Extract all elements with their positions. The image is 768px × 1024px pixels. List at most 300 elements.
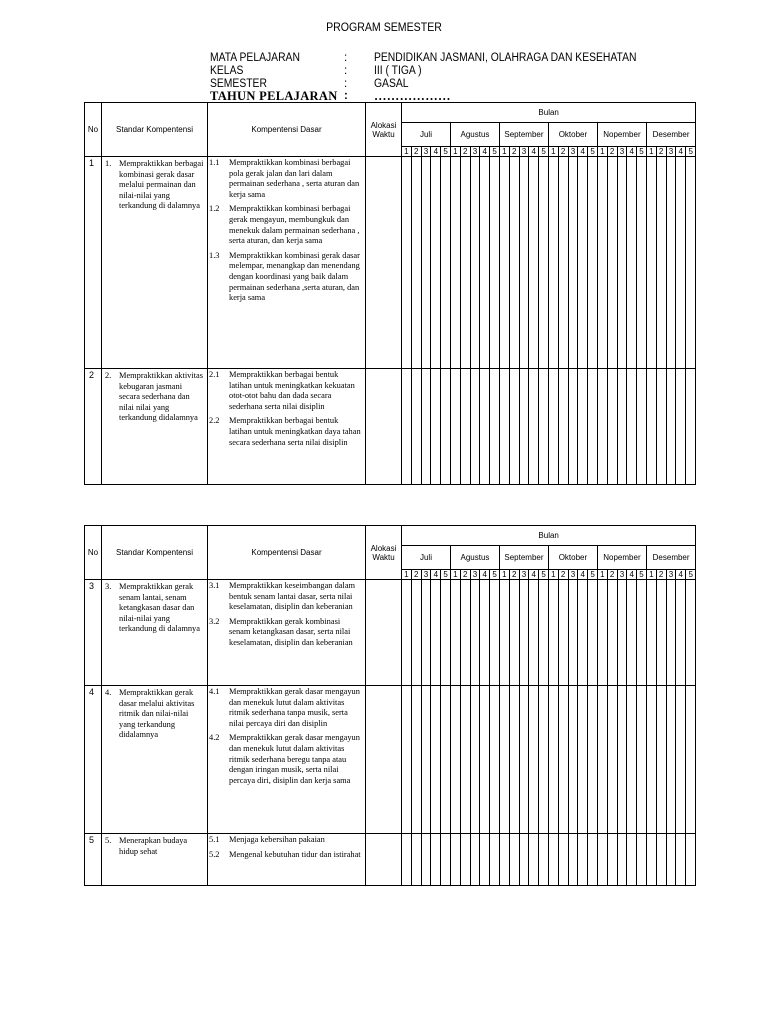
week-cell bbox=[646, 580, 656, 686]
header-month: September bbox=[499, 546, 548, 570]
week-cell bbox=[656, 369, 666, 485]
header-week: 3 bbox=[519, 570, 529, 580]
week-cell bbox=[421, 580, 431, 686]
week-cell bbox=[627, 157, 637, 369]
header-month: September bbox=[499, 123, 548, 147]
week-cell bbox=[411, 369, 421, 485]
week-cell bbox=[578, 157, 588, 369]
header-month: Nopember bbox=[597, 546, 646, 570]
week-cell bbox=[499, 686, 509, 834]
kd-text: Mempraktikkan berbagai bentuk latihan untuk meningkatkan kekuatan otot-otot bahu dan dada secara sederhana serta nilai disiplin bbox=[229, 370, 355, 411]
week-cell bbox=[617, 369, 627, 485]
week-cell bbox=[548, 157, 558, 369]
week-cell bbox=[686, 369, 696, 485]
info-label: KELAS bbox=[210, 65, 244, 77]
week-cell bbox=[450, 834, 460, 886]
header-week: 1 bbox=[402, 147, 412, 157]
week-cell bbox=[509, 580, 519, 686]
header-week: 5 bbox=[441, 570, 451, 580]
week-cell bbox=[617, 686, 627, 834]
week-cell bbox=[421, 369, 431, 485]
week-cell bbox=[519, 580, 529, 686]
week-cell bbox=[676, 834, 686, 886]
week-cell bbox=[480, 580, 490, 686]
week-cell bbox=[548, 369, 558, 485]
week-cell bbox=[450, 580, 460, 686]
week-cell bbox=[607, 686, 617, 834]
header-week: 1 bbox=[646, 147, 656, 157]
header-week: 5 bbox=[490, 147, 500, 157]
week-cell bbox=[597, 686, 607, 834]
kd-number: 1.3 bbox=[209, 250, 220, 260]
kd-item bbox=[209, 835, 363, 846]
header-month: Agustus bbox=[450, 546, 499, 570]
header-week: 3 bbox=[519, 147, 529, 157]
week-cell bbox=[578, 369, 588, 485]
week-cell bbox=[637, 834, 647, 886]
info-colon: : bbox=[344, 52, 348, 64]
header-no: No bbox=[85, 526, 102, 580]
week-cell bbox=[411, 686, 421, 834]
week-cell bbox=[431, 157, 441, 369]
sk-text: Mempraktikkan gerak dasar melalui aktivitas ritmik dan nilai-nilai yang terkandung didalamnya bbox=[119, 688, 195, 740]
week-cell bbox=[666, 686, 676, 834]
standar-kompetensi-cell bbox=[102, 686, 208, 834]
week-cell bbox=[627, 686, 637, 834]
header-week: 5 bbox=[539, 147, 549, 157]
program-table-1 bbox=[84, 102, 696, 485]
week-cell bbox=[597, 834, 607, 886]
alokasi-cell bbox=[366, 686, 402, 834]
kd-item bbox=[209, 687, 363, 729]
kd-number: 5.2 bbox=[209, 849, 220, 859]
week-cell bbox=[646, 157, 656, 369]
header-week: 4 bbox=[431, 147, 441, 157]
week-cell bbox=[509, 686, 519, 834]
week-cell bbox=[617, 580, 627, 686]
week-cell bbox=[568, 580, 578, 686]
week-cell bbox=[519, 834, 529, 886]
header-week: 1 bbox=[597, 570, 607, 580]
week-cell bbox=[460, 157, 470, 369]
week-cell bbox=[519, 686, 529, 834]
week-cell bbox=[539, 686, 549, 834]
week-cell bbox=[568, 834, 578, 886]
standar-kompetensi-cell bbox=[102, 580, 208, 686]
sk-number: 1. bbox=[105, 159, 112, 168]
header-week: 1 bbox=[499, 147, 509, 157]
week-cell bbox=[597, 157, 607, 369]
standar-kompetensi-cell bbox=[102, 834, 208, 886]
week-cell bbox=[578, 686, 588, 834]
week-cell bbox=[490, 834, 500, 886]
info-colon: : bbox=[344, 78, 348, 90]
week-cell bbox=[499, 834, 509, 886]
header-week: 4 bbox=[578, 147, 588, 157]
week-cell bbox=[548, 834, 558, 886]
week-cell bbox=[686, 686, 696, 834]
week-cell bbox=[686, 834, 696, 886]
week-cell bbox=[470, 580, 480, 686]
week-cell bbox=[627, 369, 637, 485]
week-cell bbox=[676, 580, 686, 686]
week-cell bbox=[529, 580, 539, 686]
kd-item bbox=[209, 416, 363, 448]
kd-number: 5.1 bbox=[209, 835, 220, 844]
alokasi-cell bbox=[366, 157, 402, 369]
header-standar-kompetensi: Standar Kompentensi bbox=[102, 526, 208, 580]
week-cell bbox=[686, 157, 696, 369]
header-week: 2 bbox=[607, 570, 617, 580]
week-cell bbox=[441, 686, 451, 834]
row-number: 5 bbox=[85, 834, 102, 886]
week-cell bbox=[568, 686, 578, 834]
week-cell bbox=[646, 369, 656, 485]
kd-number: 1.1 bbox=[209, 158, 220, 167]
header-bulan: Bulan bbox=[402, 103, 696, 123]
week-cell bbox=[676, 369, 686, 485]
header-month: Juli bbox=[402, 546, 451, 570]
week-cell bbox=[431, 580, 441, 686]
week-cell bbox=[480, 686, 490, 834]
week-cell bbox=[656, 157, 666, 369]
header-week: 4 bbox=[480, 147, 490, 157]
week-cell bbox=[539, 834, 549, 886]
week-cell bbox=[646, 834, 656, 886]
kd-item bbox=[209, 158, 363, 200]
header-week: 4 bbox=[529, 570, 539, 580]
header-week: 1 bbox=[646, 570, 656, 580]
week-cell bbox=[490, 157, 500, 369]
kd-number: 3.1 bbox=[209, 581, 220, 590]
kompetensi-dasar-cell bbox=[208, 580, 366, 686]
week-cell bbox=[402, 834, 412, 886]
kompetensi-dasar-cell bbox=[208, 686, 366, 834]
header-week: 5 bbox=[588, 147, 598, 157]
week-cell bbox=[431, 369, 441, 485]
sk-text: Menerapkan budaya hidup sehat bbox=[119, 836, 188, 856]
week-cell bbox=[441, 157, 451, 369]
kd-text: Mengenal kebutuhan tidur dan istirahat bbox=[229, 849, 361, 859]
week-cell bbox=[656, 580, 666, 686]
header-week: 3 bbox=[470, 570, 480, 580]
week-cell bbox=[441, 369, 451, 485]
week-cell bbox=[519, 157, 529, 369]
table-row bbox=[85, 157, 696, 369]
header-week: 1 bbox=[402, 570, 412, 580]
week-cell bbox=[460, 580, 470, 686]
header-month: Nopember bbox=[597, 123, 646, 147]
week-cell bbox=[539, 580, 549, 686]
row-number: 1 bbox=[85, 157, 102, 369]
header-week: 1 bbox=[499, 570, 509, 580]
week-cell bbox=[588, 686, 598, 834]
page-title: PROGRAM SEMESTER bbox=[326, 22, 442, 34]
week-cell bbox=[470, 369, 480, 485]
week-cell bbox=[558, 580, 568, 686]
week-cell bbox=[470, 834, 480, 886]
kd-text: Mempraktikkan kombinasi berbagai pola gerak jalan dan lari dalam permainan sederhana , serta aturan dan kerja sama bbox=[229, 158, 360, 199]
header-week: 3 bbox=[470, 147, 480, 157]
header-week: 4 bbox=[529, 147, 539, 157]
week-cell bbox=[529, 686, 539, 834]
week-cell bbox=[656, 834, 666, 886]
kd-item bbox=[209, 733, 363, 786]
header-month: Juli bbox=[402, 123, 451, 147]
week-cell bbox=[607, 834, 617, 886]
header-week: 4 bbox=[627, 147, 637, 157]
week-cell bbox=[578, 834, 588, 886]
table-row bbox=[85, 369, 696, 485]
week-cell bbox=[646, 686, 656, 834]
week-cell bbox=[402, 686, 412, 834]
header-month: Oktober bbox=[548, 546, 597, 570]
header-week: 3 bbox=[568, 570, 578, 580]
alokasi-cell bbox=[366, 369, 402, 485]
header-week: 1 bbox=[548, 147, 558, 157]
header-month: Desember bbox=[646, 546, 695, 570]
week-cell bbox=[578, 580, 588, 686]
header-week: 5 bbox=[441, 147, 451, 157]
header-week: 1 bbox=[548, 570, 558, 580]
header-week: 5 bbox=[686, 570, 696, 580]
week-cell bbox=[637, 157, 647, 369]
week-cell bbox=[607, 157, 617, 369]
week-cell bbox=[676, 157, 686, 369]
week-cell bbox=[421, 686, 431, 834]
kompetensi-dasar-cell bbox=[208, 157, 366, 369]
week-cell bbox=[421, 834, 431, 886]
header-week: 2 bbox=[656, 570, 666, 580]
kd-number: 3.2 bbox=[209, 616, 220, 626]
week-cell bbox=[627, 580, 637, 686]
kd-text: Mempraktikkan keseimbangan dalam bentuk senam lantai dasar, serta nilai keselamatan, disiplin dan keberanian bbox=[229, 581, 356, 612]
info-colon: : bbox=[344, 90, 348, 102]
kd-text: Menjaga kebersihan pakaian bbox=[229, 835, 325, 844]
week-cell bbox=[627, 834, 637, 886]
week-cell bbox=[588, 369, 598, 485]
week-cell bbox=[588, 157, 598, 369]
week-cell bbox=[509, 369, 519, 485]
week-cell bbox=[499, 157, 509, 369]
header-week: 3 bbox=[421, 570, 431, 580]
sk-number: 2. bbox=[105, 371, 112, 380]
header-week: 2 bbox=[558, 570, 568, 580]
kd-item bbox=[209, 581, 363, 613]
kd-number: 2.2 bbox=[209, 416, 220, 426]
week-cell bbox=[402, 369, 412, 485]
week-cell bbox=[529, 157, 539, 369]
standar-kompetensi-cell bbox=[102, 369, 208, 485]
week-cell bbox=[558, 834, 568, 886]
week-cell bbox=[637, 686, 647, 834]
header-standar-kompetensi: Standar Kompentensi bbox=[102, 103, 208, 157]
kd-item bbox=[209, 204, 363, 246]
week-cell bbox=[568, 157, 578, 369]
sk-text: Mempraktikkan gerak senam lantai, senam ketangkasan dasar dan nilai-nilai yang terkandung di dalamnya bbox=[119, 582, 200, 634]
week-cell bbox=[470, 157, 480, 369]
info-value: ……………… bbox=[374, 89, 451, 103]
week-cell bbox=[480, 369, 490, 485]
header-week: 2 bbox=[558, 147, 568, 157]
header-week: 4 bbox=[676, 147, 686, 157]
table-row bbox=[85, 686, 696, 834]
row-number: 3 bbox=[85, 580, 102, 686]
week-cell bbox=[441, 580, 451, 686]
header-alokasi-waktu: Alokasi Waktu bbox=[366, 103, 402, 157]
info-label: MATA PELAJARAN bbox=[210, 52, 300, 64]
alokasi-cell bbox=[366, 580, 402, 686]
week-cell bbox=[402, 580, 412, 686]
row-number: 4 bbox=[85, 686, 102, 834]
header-week: 1 bbox=[450, 147, 460, 157]
week-cell bbox=[558, 157, 568, 369]
header-week: 2 bbox=[460, 147, 470, 157]
header-week: 5 bbox=[588, 570, 598, 580]
kd-item bbox=[209, 617, 363, 649]
week-cell bbox=[666, 580, 676, 686]
header-week: 5 bbox=[539, 570, 549, 580]
header-kompetensi-dasar: Kompentensi Dasar bbox=[208, 103, 366, 157]
info-label: TAHUN PELAJARAN bbox=[210, 89, 338, 103]
week-cell bbox=[490, 369, 500, 485]
week-cell bbox=[686, 580, 696, 686]
week-cell bbox=[480, 157, 490, 369]
week-cell bbox=[617, 157, 627, 369]
header-bulan: Bulan bbox=[402, 526, 696, 546]
week-cell bbox=[568, 369, 578, 485]
week-cell bbox=[607, 369, 617, 485]
table-row bbox=[85, 834, 696, 886]
week-cell bbox=[411, 580, 421, 686]
header-week: 3 bbox=[617, 147, 627, 157]
week-cell bbox=[460, 686, 470, 834]
kd-text: Mempraktikkan gerak dasar mengayun dan menekuk lutut dalam aktivitas ritmik sederhana tanpa musik, serta nilai percaya diri dan disiplin bbox=[229, 687, 360, 728]
header-week: 1 bbox=[597, 147, 607, 157]
week-cell bbox=[402, 157, 412, 369]
week-cell bbox=[441, 834, 451, 886]
week-cell bbox=[558, 686, 568, 834]
kd-item bbox=[209, 370, 363, 412]
header-week: 4 bbox=[480, 570, 490, 580]
week-cell bbox=[431, 834, 441, 886]
kd-text: Mempraktikkan kombinasi berbagai gerak mengayun, membungkuk dan menekuk dalam permainan sederhana , serta aturan, dan kerja sama bbox=[229, 204, 360, 246]
info-value: III ( TIGA ) bbox=[374, 65, 422, 77]
week-cell bbox=[666, 834, 676, 886]
kd-text: Mempraktikkan gerak kombinasi senam ketangkasan dasar, serta nilai keselamatan, disiplin dan keberanian bbox=[229, 616, 353, 647]
kd-text: Mempraktikkan gerak dasar mengayun dan menekuk lutut dalam aktivitas ritmik sederhana beregu tanpa atau dengan iringan musik, serta nilai percaya diri, disiplin dan kerja sama bbox=[229, 733, 360, 785]
info-value: GASAL bbox=[374, 78, 409, 90]
kd-item bbox=[209, 251, 363, 304]
header-week: 3 bbox=[568, 147, 578, 157]
week-cell bbox=[470, 686, 480, 834]
sk-text: Mempraktikkan berbagai kombinasi gerak dasar melalui permainan dan nilai-nilai yang terkandung di dalamnya bbox=[119, 159, 204, 211]
header-week: 5 bbox=[637, 570, 647, 580]
sk-text: Mempraktikkan aktivitas kebugaran jasmani secara sederhana dan nilai nilai yang terkandung didalamnya bbox=[119, 371, 203, 423]
header-week: 3 bbox=[666, 147, 676, 157]
week-cell bbox=[617, 834, 627, 886]
week-cell bbox=[460, 369, 470, 485]
week-cell bbox=[480, 834, 490, 886]
week-cell bbox=[588, 580, 598, 686]
week-cell bbox=[597, 580, 607, 686]
week-cell bbox=[676, 686, 686, 834]
header-month: Desember bbox=[646, 123, 695, 147]
header-week: 2 bbox=[411, 147, 421, 157]
kd-number: 4.1 bbox=[209, 687, 220, 696]
header-week: 5 bbox=[490, 570, 500, 580]
week-cell bbox=[666, 157, 676, 369]
header-week: 2 bbox=[509, 147, 519, 157]
sk-number: 3. bbox=[105, 582, 112, 591]
week-cell bbox=[558, 369, 568, 485]
header-week: 4 bbox=[578, 570, 588, 580]
info-label: SEMESTER bbox=[210, 78, 267, 90]
info-value: PENDIDIKAN JASMANI, OLAHRAGA DAN KESEHATAN bbox=[374, 52, 637, 64]
week-cell bbox=[529, 834, 539, 886]
header-week: 5 bbox=[637, 147, 647, 157]
kd-item bbox=[209, 850, 363, 861]
header-week: 2 bbox=[411, 570, 421, 580]
week-cell bbox=[411, 157, 421, 369]
week-cell bbox=[539, 157, 549, 369]
week-cell bbox=[637, 369, 647, 485]
kompetensi-dasar-cell bbox=[208, 834, 366, 886]
standar-kompetensi-cell bbox=[102, 157, 208, 369]
header-week: 2 bbox=[607, 147, 617, 157]
header-week: 4 bbox=[627, 570, 637, 580]
week-cell bbox=[597, 369, 607, 485]
week-cell bbox=[460, 834, 470, 886]
week-cell bbox=[529, 369, 539, 485]
sk-number: 5. bbox=[105, 836, 112, 845]
week-cell bbox=[411, 834, 421, 886]
kd-number: 4.2 bbox=[209, 733, 220, 743]
week-cell bbox=[450, 686, 460, 834]
kd-number: 1.2 bbox=[209, 204, 220, 214]
week-cell bbox=[548, 580, 558, 686]
header-no: No bbox=[85, 103, 102, 157]
week-cell bbox=[490, 580, 500, 686]
header-week: 4 bbox=[676, 570, 686, 580]
week-cell bbox=[450, 157, 460, 369]
week-cell bbox=[519, 369, 529, 485]
header-week: 3 bbox=[617, 570, 627, 580]
week-cell bbox=[499, 369, 509, 485]
week-cell bbox=[421, 157, 431, 369]
week-cell bbox=[588, 834, 598, 886]
header-alokasi-waktu: Alokasi Waktu bbox=[366, 526, 402, 580]
week-cell bbox=[431, 686, 441, 834]
week-cell bbox=[637, 580, 647, 686]
info-colon: : bbox=[344, 65, 348, 77]
week-cell bbox=[499, 580, 509, 686]
alokasi-cell bbox=[366, 834, 402, 886]
table-row bbox=[85, 580, 696, 686]
kd-text: Mempraktikkan kombinasi gerak dasar melempar, menangkap dan menendang dengan koordinasi yang baik dalam permainan sederhana ,serta aturan, dan kerja sama bbox=[229, 250, 360, 303]
week-cell bbox=[656, 686, 666, 834]
kompetensi-dasar-cell bbox=[208, 369, 366, 485]
header-week: 4 bbox=[431, 570, 441, 580]
header-week: 2 bbox=[656, 147, 666, 157]
header-month: Agustus bbox=[450, 123, 499, 147]
header-week: 3 bbox=[666, 570, 676, 580]
week-cell bbox=[509, 834, 519, 886]
header-week: 2 bbox=[460, 570, 470, 580]
header-week: 5 bbox=[686, 147, 696, 157]
sk-number: 4. bbox=[105, 688, 112, 697]
header-week: 3 bbox=[421, 147, 431, 157]
